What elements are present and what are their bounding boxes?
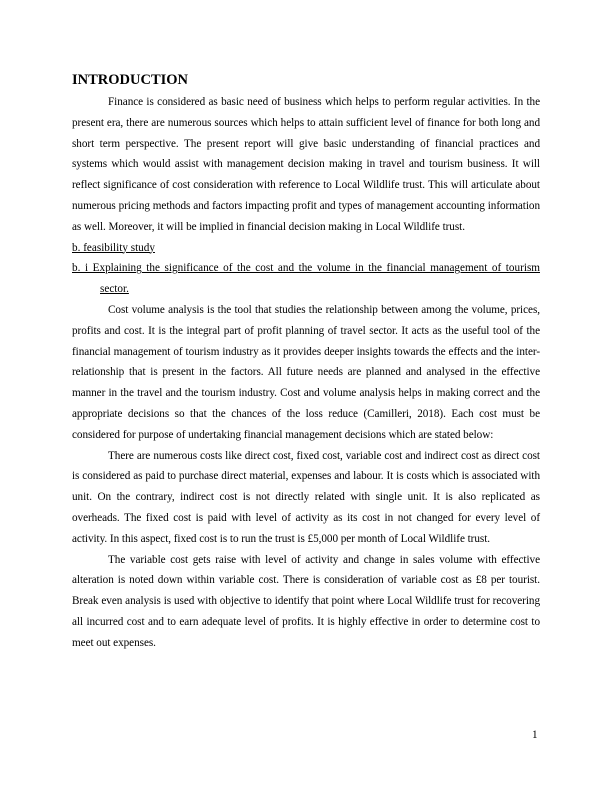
page-number: 1 [532,729,538,741]
body-paragraph-cost-volume-analysis: Cost volume analysis is the tool that studies the relationship between among the volume, prices, profits and cost. It is the integral part of profit planning of travel sector. It acts as the useful tool of the financial management of tourism industry as it provides deeper insights towards the effects and the inter-relationship that is present in the factors. All future needs are planned and analysed in the effective manner in the travel and the tourism industry. Cost and volume analysis helps in making correct and the appropriate decisions so that the chances of the loss reduce (Camilleri, 2018). Each cost must be considered for purpose of undertaking financial management decisions which are stated below: [72,303,540,441]
subheading-cost-volume-significance: b. i Explaining the significance of the cost and the volume in the financial management of tourism sector. [72,262,540,296]
document-page [72,70,540,654]
body-paragraph-cost-types: There are numerous costs like direct cost, fixed cost, variable cost and indirect cost as direct cost is considered as paid to purchase direct material, expenses and labour. It is costs which is associated with unit. On the contrary, indirect cost is not directly related with single unit. It is also replicated as overheads. The fixed cost is paid with level of activity as its cost in not changed for every level of activity. In this aspect, fixed cost is to run the trust is £5,000 per month of Local Wildlife trust. [72,449,540,545]
intro-paragraph: Finance is considered as basic need of business which helps to perform regular activities. In the present era, there are numerous sources which helps to attain sufficient level of finance for both long and short term perspective. The present report will give basic understanding of financial practices and systems which would assist with management decision making in travel and tourism business. It will reflect significance of cost consideration with reference to Local Wildlife trust. This will articulate about numerous pricing methods and factors impacting profit and types of management accounting information as well. Moreover, it will be implied in financial decision making in Local Wildlife trust. [72,96,540,233]
page-title: INTRODUCTION [72,72,189,88]
body-paragraph-variable-cost: The variable cost gets raise with level of activity and change in sales volume with effective alteration is noted down within variable cost. There is consideration of variable cost as £8 per tourist. Break even analysis is used with objective to identify that point where Local Wildlife trust for recovering all incurred cost and to earn adequate level of profits. It is highly effective in order to determine cost to meet out expenses. [72,553,540,649]
subheading-feasibility-study: b. feasibility study [72,241,155,254]
